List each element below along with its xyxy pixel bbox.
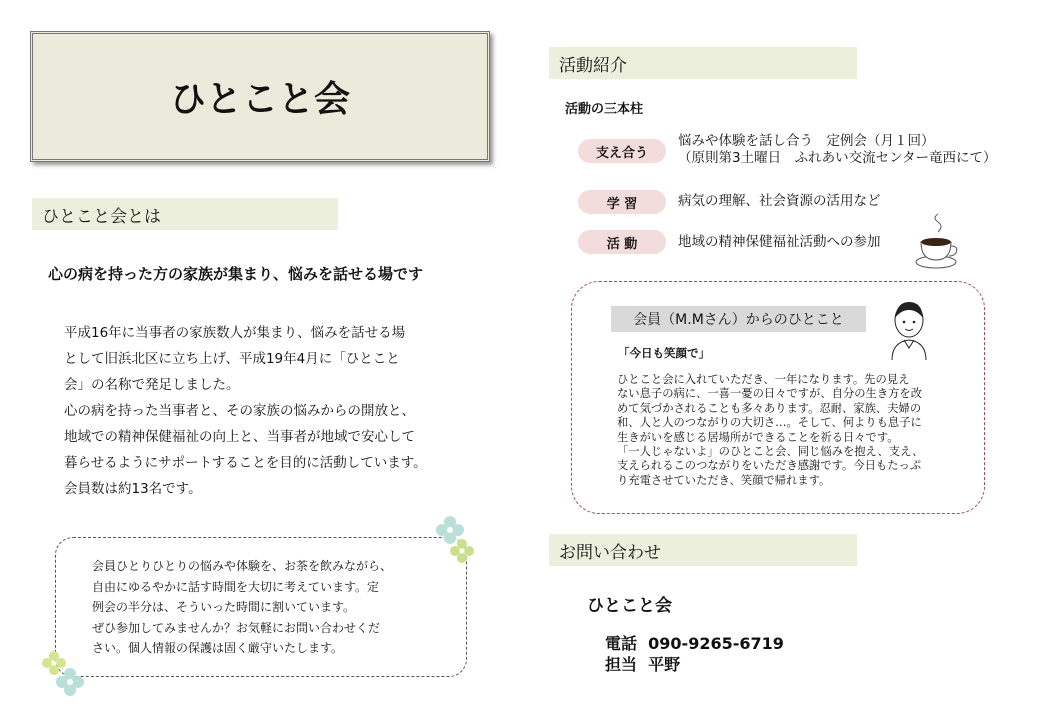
text-line: 会員ひとりひとりの悩みや体験を、お茶を飲みながら、 [92, 559, 393, 573]
text-line: 心の病を持った当事者と、その家族の悩みからの開放と、 [64, 403, 415, 419]
contact-heading: お問い合わせ [549, 534, 857, 566]
activities-heading: 活動紹介 [549, 47, 857, 79]
text-line: 会」の名称で発足しました。 [64, 377, 240, 393]
voice-heading: 会員（M.Mさん）からのひとこと [611, 306, 866, 332]
text-line: ぜひ参加してみませんか？お気軽にお問い合わせくだ [92, 620, 381, 635]
text-line: 地域での精神保健福祉の向上と、当事者が地域で安心して [64, 429, 415, 445]
text-line: 自由にゆるやかに話す時間を大切に考えています。定 [92, 579, 380, 594]
contact-org: ひとこと会 [587, 596, 672, 616]
person-name: 平野 [648, 655, 681, 674]
about-heading: ひとこと会とは [32, 198, 338, 230]
text-line: として旧浜北区に立ち上げ、平成19年4月に「ひとこと [64, 351, 400, 367]
note-text [92, 556, 392, 659]
activity-text: （原則第3土曜日 ふれあい交流センター竜西にて） [678, 150, 997, 166]
text-line: り充電させていただき、笑顔で帰れます。 [617, 473, 831, 487]
activity-support [678, 133, 997, 167]
voice-text [617, 373, 923, 488]
pill-support: 支え合う [578, 139, 666, 163]
pill-study: 学 習 [578, 190, 666, 214]
flower-icon [40, 648, 90, 700]
activity-action: 地域の精神保健福祉活動への参加 [678, 234, 881, 250]
activity-text: 悩みや体験を話し合う 定例会（月１回） [678, 133, 935, 149]
phone-label: 電話 [605, 634, 638, 653]
activities-subheading: 活動の三本柱 [565, 102, 644, 117]
pill-action: 活 動 [578, 230, 666, 254]
text-line: 和、人と人のつながりの大切さ…。そして、何よりも息子に [617, 416, 922, 430]
about-text [64, 320, 464, 502]
text-line: 支えられるこのつながりをいただき感謝です。今日もたっぷ [617, 459, 922, 473]
text-line: さい。個人情報の保護は固く厳守いたします。 [92, 641, 344, 655]
text-line: 生きがいを感じる居場所ができることを祈る日々です。 [617, 430, 899, 444]
text-line: めて気づかされることも多々あります。忍耐、家族、夫婦の [617, 401, 922, 415]
flower-icon [432, 512, 482, 568]
contact-details [605, 633, 784, 675]
activity-study: 病気の理解、社会資源の活用など [678, 193, 881, 209]
person-avatar-icon [884, 296, 934, 362]
phone-number: 090-9265-6719 [648, 634, 784, 653]
text-line: 平成16年に当事者の家族数人が集まり、悩みを話せる場 [64, 325, 406, 341]
person-label: 担当 [605, 655, 638, 674]
text-line: ない息子の病に、一喜一憂の日々ですが、自分の生き方を改 [617, 387, 923, 401]
title-box [30, 31, 490, 162]
voice-quote: 「今日も笑顔で」 [618, 346, 710, 360]
text-line: 暮らせるようにサポートすることを目的に活動しています。 [64, 455, 427, 471]
coffee-cup-icon [912, 210, 962, 272]
text-line: 会員数は約13名です。 [64, 481, 202, 497]
text-line: 「一人じゃないよ」のひとこと会、同じ悩みを抱え、支え、 [617, 445, 924, 459]
text-line: 例会の半分は、そういった時間に割いています。 [92, 600, 356, 614]
about-lead: 心の病を持った方の家族が集まり、悩みを話せる場です [48, 265, 424, 283]
text-line: ひとこと会に入れていただき、一年になります。先の見え [617, 373, 910, 386]
page-title: ひとこと会 [169, 79, 350, 120]
